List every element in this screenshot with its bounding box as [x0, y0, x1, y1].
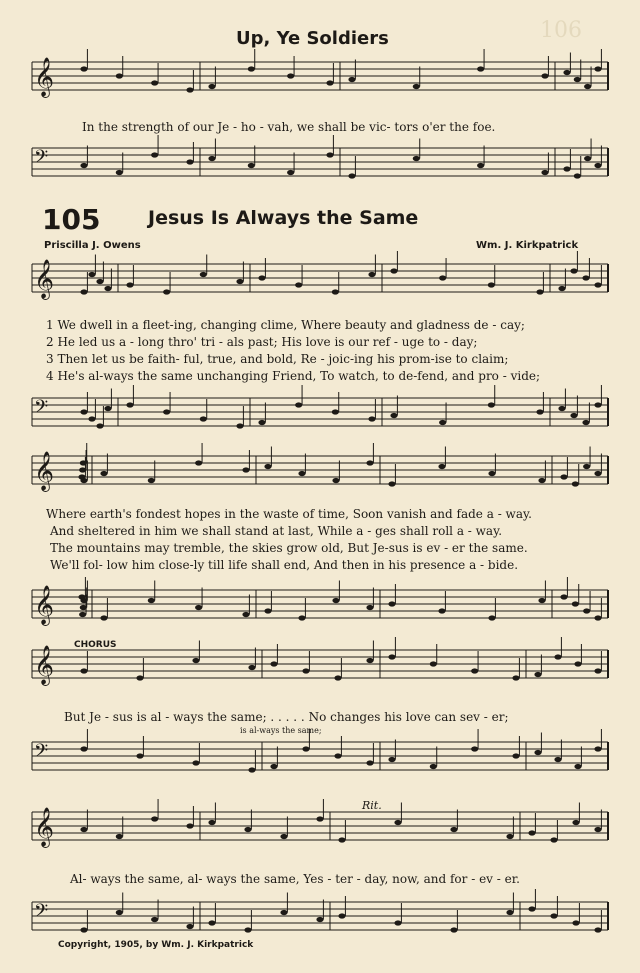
note-head [116, 834, 123, 839]
note-head [512, 753, 519, 758]
note-head [439, 275, 446, 280]
note-head [151, 152, 158, 157]
note-head [163, 289, 170, 294]
note-head [560, 594, 567, 599]
note-head [302, 746, 309, 751]
note-head [287, 73, 294, 78]
note-head [80, 409, 87, 414]
note-head [572, 481, 579, 486]
note-head [413, 84, 420, 89]
note-head [450, 827, 457, 832]
note-head [558, 406, 565, 411]
verse-3-line-1: 3 Then let us be faith- ful, true, and bold, Re - joic-ing his prom-ise to claim; [46, 352, 509, 366]
note-head [270, 661, 277, 666]
note-head [430, 764, 437, 769]
note-head [244, 827, 251, 832]
note-head [270, 764, 277, 769]
note-head [388, 601, 395, 606]
note-head [366, 658, 373, 663]
hymn-number: 105 [42, 203, 101, 236]
note-head [126, 402, 133, 407]
note-head [534, 750, 541, 755]
note-head [186, 87, 193, 92]
note-head [151, 816, 158, 821]
note-head [298, 471, 305, 476]
author-credit: Priscilla J. Owens [44, 240, 141, 251]
note-head [78, 594, 85, 599]
note-head [554, 757, 561, 762]
note-head [302, 668, 309, 673]
note-head [348, 77, 355, 82]
note-head [594, 927, 601, 932]
note-head [594, 282, 601, 287]
note-head [96, 279, 103, 284]
note-head [594, 746, 601, 751]
note-head [298, 615, 305, 620]
note-head [195, 460, 202, 465]
note-head [563, 70, 570, 75]
note-head [560, 474, 567, 479]
note-head [79, 612, 86, 617]
note-head [366, 605, 373, 610]
note-head [488, 282, 495, 287]
bass-clef-icon: 𝄢 [34, 397, 49, 422]
note-head [594, 827, 601, 832]
note-head [574, 661, 581, 666]
note-head [332, 289, 339, 294]
note-head [88, 272, 95, 277]
note-head [430, 661, 437, 666]
note-head [348, 173, 355, 178]
note-head [258, 420, 265, 425]
note-head [366, 760, 373, 765]
chorus-echo-lyric: is al-ways the same; [240, 726, 322, 735]
note-head [126, 282, 133, 287]
note-head [488, 615, 495, 620]
note-head [136, 753, 143, 758]
note-head [388, 757, 395, 762]
note-head [334, 753, 341, 758]
note-head [541, 170, 548, 175]
note-head [242, 467, 249, 472]
note-head [80, 668, 87, 673]
note-head [200, 272, 207, 277]
composer-credit: Wm. J. Kirkpatrick [476, 240, 579, 251]
note-head [200, 416, 207, 421]
note-head [477, 66, 484, 71]
note-head [334, 675, 341, 680]
note-head [242, 612, 249, 617]
note-head [572, 601, 579, 606]
verse-2-line-1: 2 He led us a - long thro' tri - als past; His love is our ref - uge to - day; [46, 335, 478, 349]
note-head [538, 478, 545, 483]
hymn-title: Jesus Is Always the Same [148, 207, 419, 229]
note-head [506, 910, 513, 915]
note-head [96, 423, 103, 428]
note-head [512, 675, 519, 680]
note-head [186, 159, 193, 164]
verse-4-line-1: 4 He's al-ways the same unchanging Friend, To watch, to de-fend, and pro - vide; [46, 369, 541, 383]
note-head [550, 913, 557, 918]
note-head [248, 767, 255, 772]
chorus-lyric-1: But Je - sus is al - ways the same; . . . . . No changes his love can sev - er; [64, 710, 509, 724]
note-head [208, 820, 215, 825]
note-head [248, 163, 255, 168]
note-head [563, 166, 570, 171]
note-head [258, 275, 265, 280]
note-head [148, 598, 155, 603]
note-head [570, 413, 577, 418]
note-head [390, 413, 397, 418]
note-head [439, 420, 446, 425]
note-head [151, 917, 158, 922]
note-head [208, 156, 215, 161]
note-head [366, 460, 373, 465]
treble-clef-icon: 𝄞 [34, 259, 55, 299]
note-head [388, 481, 395, 486]
note-head [163, 409, 170, 414]
note-head [594, 163, 601, 168]
note-head [88, 416, 95, 421]
note-head [280, 910, 287, 915]
note-head [594, 668, 601, 673]
note-head [192, 760, 199, 765]
note-head [528, 906, 535, 911]
note-head [572, 820, 579, 825]
note-head [594, 66, 601, 71]
note-head [506, 834, 513, 839]
note-head [390, 268, 397, 273]
note-head [574, 173, 581, 178]
bleed-through-page-number: 106 [540, 18, 582, 43]
note-head [295, 402, 302, 407]
note-head [554, 654, 561, 659]
note-head [80, 827, 87, 832]
note-head [438, 464, 445, 469]
note-head [583, 608, 590, 613]
note-head [582, 420, 589, 425]
note-head [236, 279, 243, 284]
note-head [104, 286, 111, 291]
note-head [536, 409, 543, 414]
note-head [116, 910, 123, 915]
note-head [264, 464, 271, 469]
note-head [316, 917, 323, 922]
note-head [558, 286, 565, 291]
tempo-mark: Rit. [362, 799, 382, 812]
note-head [116, 170, 123, 175]
note-head [594, 402, 601, 407]
note-head [326, 80, 333, 85]
copyright-notice: Copyright, 1905, by Wm. J. Kirkpatrick [58, 940, 254, 950]
treble-clef-icon: 𝄞 [34, 645, 55, 685]
note-head [100, 615, 107, 620]
note-head [316, 816, 323, 821]
note-head [477, 163, 484, 168]
note-head [116, 73, 123, 78]
note-head [594, 471, 601, 476]
note-head [264, 608, 271, 613]
note-head [594, 615, 601, 620]
note-head [80, 927, 87, 932]
note-head [248, 665, 255, 670]
staff-lines [32, 62, 608, 930]
note-head [332, 478, 339, 483]
note-head [78, 474, 85, 479]
note-head [394, 920, 401, 925]
note-head [534, 672, 541, 677]
note-head [368, 416, 375, 421]
note-head [574, 77, 581, 82]
note-head [338, 837, 345, 842]
note-head [471, 746, 478, 751]
previous-hymn-title: Up, Ye Soldiers [236, 28, 389, 49]
note-head [136, 675, 143, 680]
note-head [450, 927, 457, 932]
note-head [332, 409, 339, 414]
verse-1-line-1: 1 We dwell in a fleet-ing, changing clime, Where beauty and gladness de - cay; [46, 318, 525, 332]
note-head [186, 823, 193, 828]
note-head [570, 268, 577, 273]
note-head [208, 920, 215, 925]
note-head [338, 913, 345, 918]
treble-clef-icon: 𝄞 [34, 585, 55, 625]
note-head [236, 423, 243, 428]
note-head [574, 764, 581, 769]
note-head [488, 471, 495, 476]
note-head [394, 820, 401, 825]
note-head [541, 73, 548, 78]
note-head [80, 746, 87, 751]
note-head [295, 282, 302, 287]
note-head [538, 598, 545, 603]
treble-clef-icon: 𝄞 [34, 451, 55, 491]
verse-3-line-2: The mountains may tremble, the skies grow old, But Je-sus is ev - er the same. [50, 541, 528, 555]
note-head [471, 668, 478, 673]
note-head [80, 66, 87, 71]
note-head [326, 152, 333, 157]
note-head [248, 66, 255, 71]
note-head [438, 608, 445, 613]
note-head [280, 834, 287, 839]
note-heads [78, 49, 601, 933]
verse-2-line-2: And sheltered in him we shall stand at last, While a - ges shall roll a - way. [50, 524, 503, 538]
treble-clef-icon: 𝄞 [34, 57, 55, 97]
verse-1-line-2: Where earth's fondest hopes in the waste of time, Soon vanish and fade a - way. [46, 507, 532, 521]
bass-clef-icon: 𝄢 [34, 901, 49, 926]
note-head [572, 920, 579, 925]
note-head [413, 156, 420, 161]
note-head [148, 478, 155, 483]
note-head [208, 84, 215, 89]
verse-4-line-2: We'll fol- low him close-ly till life shall end, And then in his presence a - bide. [50, 558, 519, 572]
note-head [582, 275, 589, 280]
bass-clef-icon: 𝄢 [34, 147, 49, 172]
note-head [332, 598, 339, 603]
note-head [388, 654, 395, 659]
chorus-lyric-2: Al- ways the same, al- ways the same, Yes - ter - day, now, and for - ev - er. [70, 872, 520, 886]
note-head [80, 289, 87, 294]
note-head [536, 289, 543, 294]
clefs-and-signatures [34, 57, 54, 926]
note-head [584, 84, 591, 89]
note-head [287, 170, 294, 175]
treble-clef-icon: 𝄞 [34, 807, 55, 847]
note-head [584, 156, 591, 161]
note-head [100, 471, 107, 476]
chorus-label: CHORUS [74, 640, 117, 650]
note-head [368, 272, 375, 277]
bass-clef-icon: 𝄢 [34, 741, 49, 766]
note-head [151, 80, 158, 85]
previous-hymn-lyric: In the strength of our Je - ho - vah, we shall be vic- tors o'er the foe. [82, 120, 496, 134]
note-head [195, 605, 202, 610]
note-head [244, 927, 251, 932]
note-head [583, 464, 590, 469]
note-head [528, 830, 535, 835]
note-head [550, 837, 557, 842]
note-head [80, 163, 87, 168]
note-head [104, 406, 111, 411]
note-head [186, 924, 193, 929]
note-head [488, 402, 495, 407]
note-head [192, 658, 199, 663]
